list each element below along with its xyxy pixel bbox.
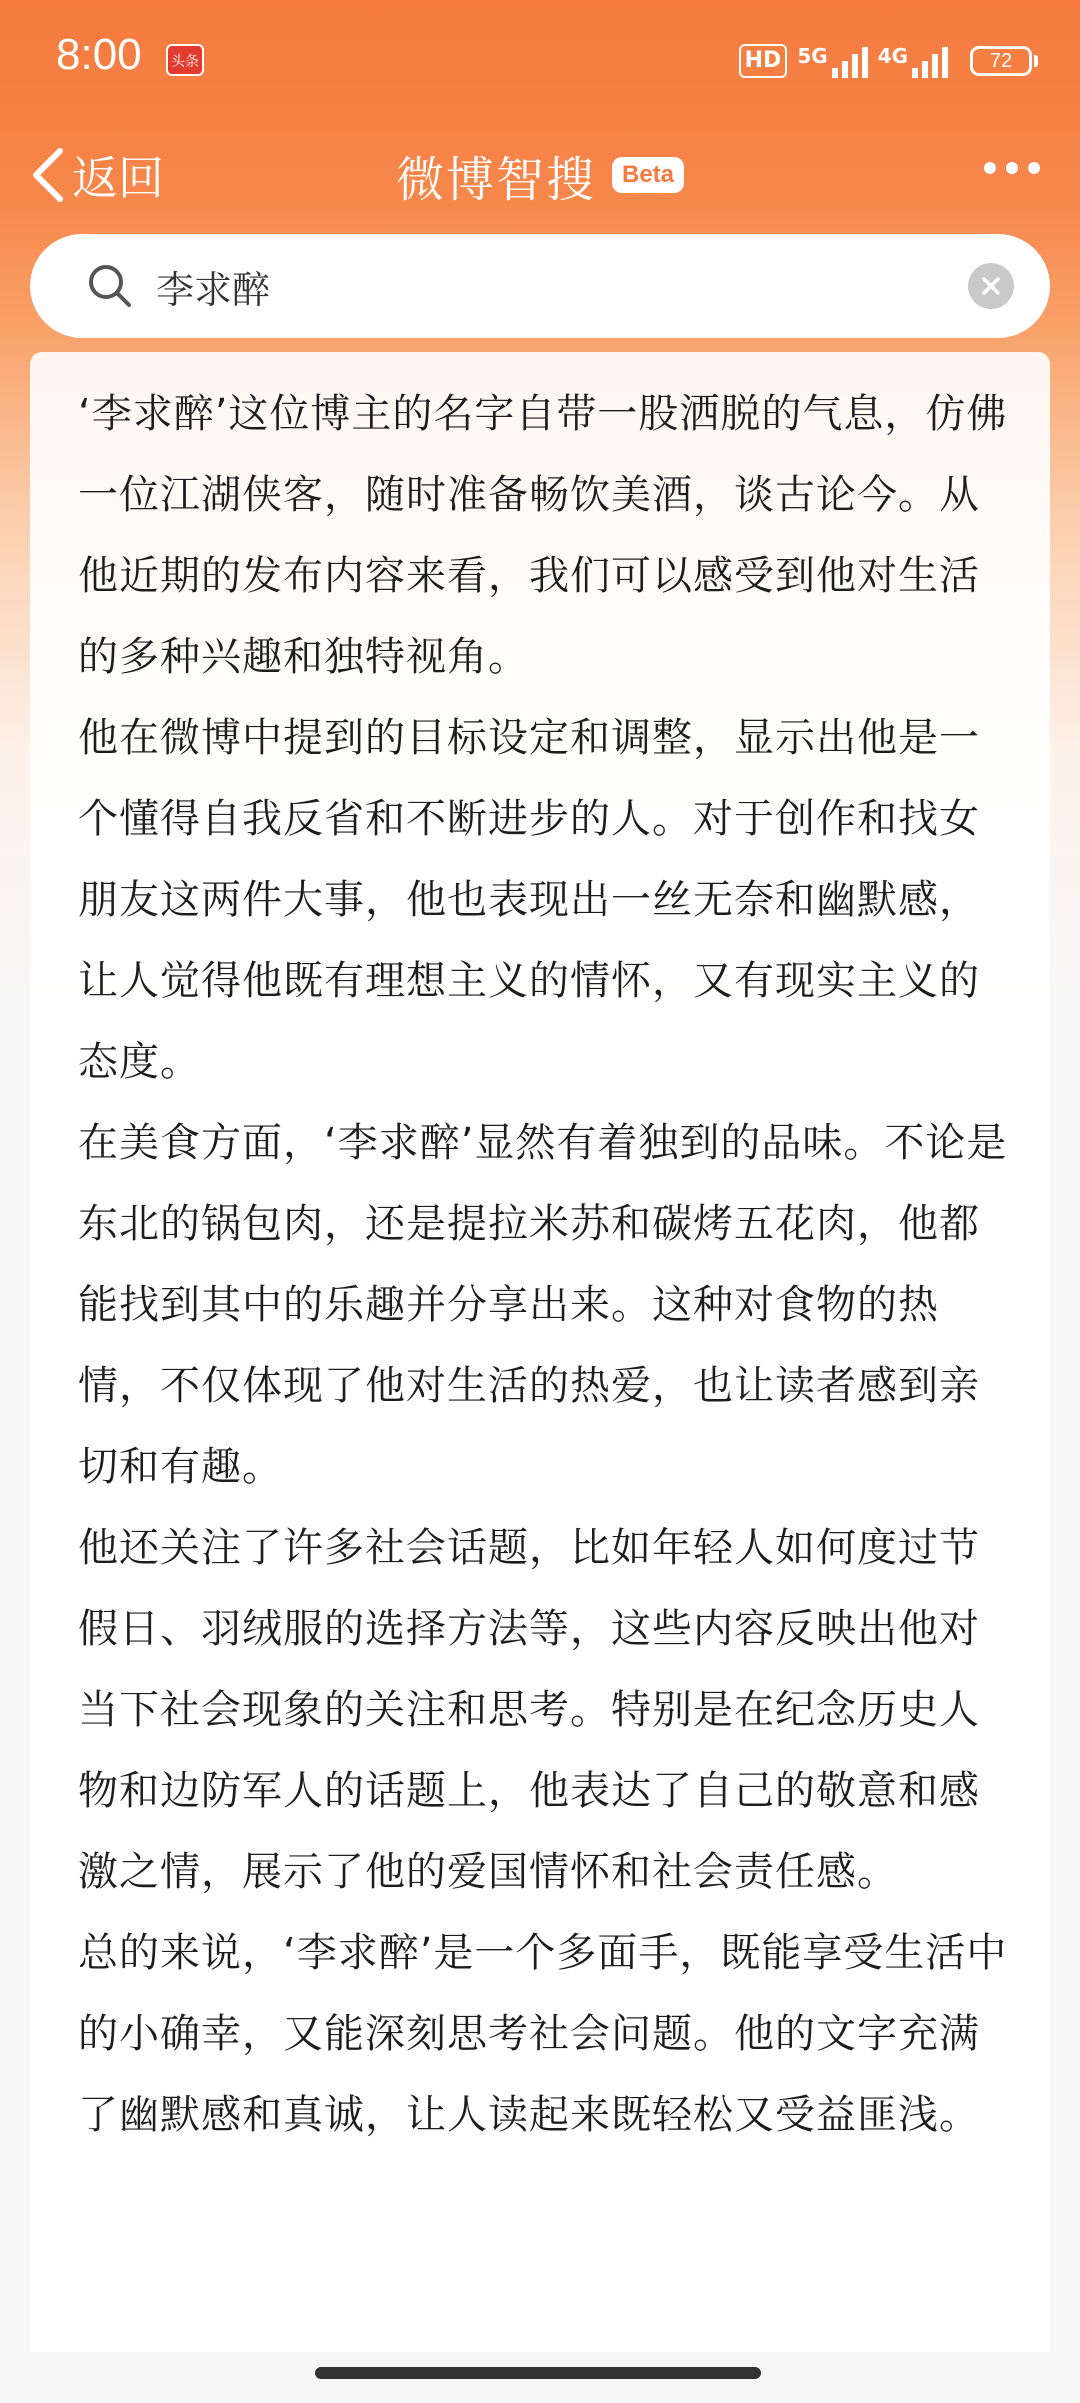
search-bar[interactable]: [30, 234, 1050, 338]
summary-paragraph: ‘李求醉’这位博主的名字自带一股洒脱的气息，仿佛一位江湖侠客，随时准备畅饮美酒，谈古论今。从他近期的发布内容来看，我们可以感受到他对生活的多种兴趣和独特视角。: [78, 391, 1008, 680]
status-indicators: [739, 38, 1038, 84]
page-title: 微博智搜: [395, 151, 596, 208]
status-time: 8:00: [56, 30, 142, 79]
summary-paragraph: 他还关注了许多社会话题，比如年轻人如何度过节假日、羽绒服的选择方法等，这些内容反映出他对当下社会现象的关注和思考。特别是在纪念历史人物和边防军人的话题上，他表达了自己的敬意和感激之情，展示了他的爱国情怀和社会责任感。: [78, 1525, 980, 1895]
summary-paragraph: 他在微博中提到的目标设定和调整，显示出他是一个懂得自我反省和不断进步的人。对于创作和找女朋友这两件大事，他也表现出一丝无奈和幽默感，让人觉得他既有理想主义的情怀，又有现实主义的态度。: [78, 715, 980, 1085]
status-bar: [0, 0, 1080, 120]
signal-5g-icon: [797, 44, 867, 78]
search-icon: [86, 262, 134, 310]
more-dot-icon: [1028, 162, 1040, 174]
signal-4g-icon: [878, 44, 948, 78]
close-icon: [980, 275, 1002, 297]
search-input[interactable]: [154, 263, 968, 309]
signal-5g-label: 5G: [797, 44, 828, 68]
hd-voice-icon: HD: [739, 44, 788, 78]
summary-paragraph: 在美食方面，‘李求醉’显然有着独到的品味。不论是东北的锅包肉，还是提拉米苏和碳烤五花肉，他都能找到其中的乐趣并分享出来。这种对食物的热情，不仅体现了他对生活的热爱，也让读者感到亲切和有趣。: [78, 1120, 1008, 1490]
clear-icon[interactable]: [968, 263, 1014, 309]
battery-level: 72: [970, 46, 1032, 76]
more-options-button[interactable]: [984, 162, 1040, 174]
beta-badge: Beta: [612, 157, 684, 193]
more-dot-icon: [984, 162, 996, 174]
back-label: 返回: [72, 151, 164, 205]
nav-bar: [0, 120, 1080, 230]
signal-4g-label: 4G: [877, 44, 908, 68]
home-indicator[interactable]: [315, 2367, 761, 2379]
summary-paragraph: 总的来说，‘李求醉’是一个多面手，既能享受生活中的小确幸，又能深刻思考社会问题。他的文字充满了幽默感和真诚，让人读起来既轻松又受益匪浅。: [78, 1930, 1008, 2138]
nav-title-group: [0, 140, 1080, 210]
headline-app-icon: 头条: [166, 44, 204, 76]
more-dot-icon: [1006, 162, 1018, 174]
battery-icon: [970, 46, 1038, 76]
ai-summary-card: [30, 352, 1050, 2352]
